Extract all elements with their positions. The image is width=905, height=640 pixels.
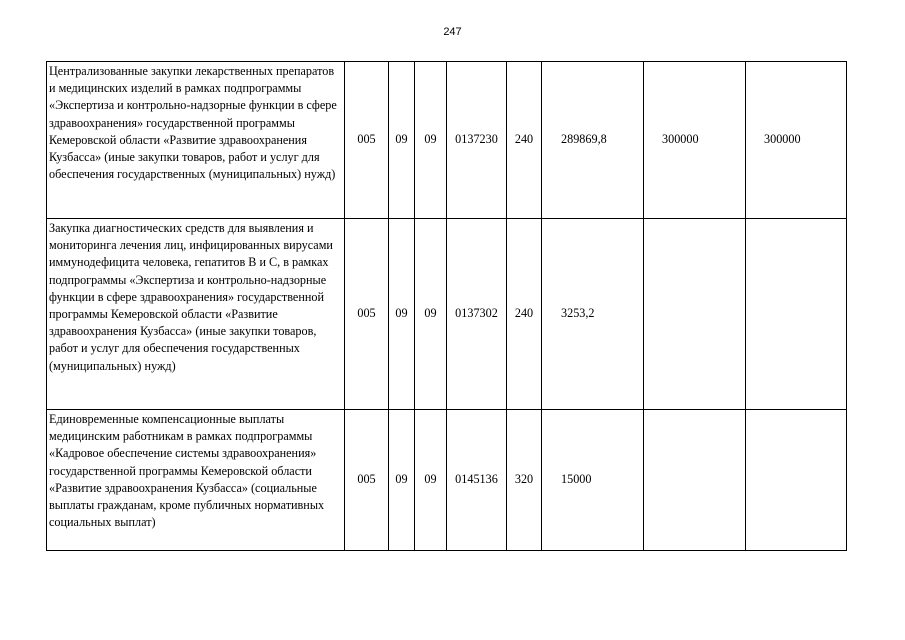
subsection-code: 09 bbox=[415, 410, 447, 551]
amount-year-3: 300000 bbox=[746, 62, 847, 219]
expense-type-code: 320 bbox=[507, 410, 542, 551]
target-article-code: 0137230 bbox=[447, 62, 507, 219]
table-row bbox=[47, 219, 847, 410]
amount-year-2: 300000 bbox=[644, 62, 746, 219]
amount-year-1: 289869,8 bbox=[542, 62, 644, 219]
table-row bbox=[47, 410, 847, 551]
target-article-code: 0145136 bbox=[447, 410, 507, 551]
expense-type-code: 240 bbox=[507, 62, 542, 219]
section-code: 09 bbox=[389, 219, 415, 410]
subsection-code: 09 bbox=[415, 219, 447, 410]
table-row bbox=[47, 62, 847, 219]
row-description: Закупка диагностических средств для выявления и мониторинга лечения лиц, инфицированных вирусами иммунодефицита человека, гепатитов В и С, в рамках подпрограммы «Экспертиза и контрольно-надзорные функции в сфере здравоохранения» государственной программы Кемеровской области «Развитие здравоохранения Кузбасса» (иные закупки товаров, работ и услуг для обеспечения государственных (муниципальных) нужд) bbox=[47, 219, 345, 410]
page-number: 247 bbox=[443, 26, 462, 38]
row-description: Централизованные закупки лекарственных препаратов и медицинских изделий в рамках подпрограммы «Экспертиза и контрольно-надзорные функции в сфере здравоохранения» государственной программы Кемеровской области «Развитие здравоохранения Кузбасса» (иные закупки товаров, работ и услуг для обеспечения государственных (муниципальных) нужд) bbox=[47, 62, 345, 219]
budget-table bbox=[46, 61, 847, 551]
amount-year-3 bbox=[746, 219, 847, 410]
subsection-code: 09 bbox=[415, 62, 447, 219]
section-code: 09 bbox=[389, 62, 415, 219]
ministry-code: 005 bbox=[345, 410, 389, 551]
amount-year-1: 3253,2 bbox=[542, 219, 644, 410]
expense-type-code: 240 bbox=[507, 219, 542, 410]
section-code: 09 bbox=[389, 410, 415, 551]
amount-year-2 bbox=[644, 219, 746, 410]
amount-year-2 bbox=[644, 410, 746, 551]
amount-year-1: 15000 bbox=[542, 410, 644, 551]
ministry-code: 005 bbox=[345, 219, 389, 410]
amount-year-3 bbox=[746, 410, 847, 551]
target-article-code: 0137302 bbox=[447, 219, 507, 410]
row-description: Единовременные компенсационные выплаты медицинским работникам в рамках подпрограммы «Кадровое обеспечение системы здравоохранения» государственной программы Кемеровской области «Развитие здравоохранения Кузбасса» (социальные выплаты гражданам, кроме публичных нормативных социальных выплат) bbox=[47, 410, 345, 551]
ministry-code: 005 bbox=[345, 62, 389, 219]
